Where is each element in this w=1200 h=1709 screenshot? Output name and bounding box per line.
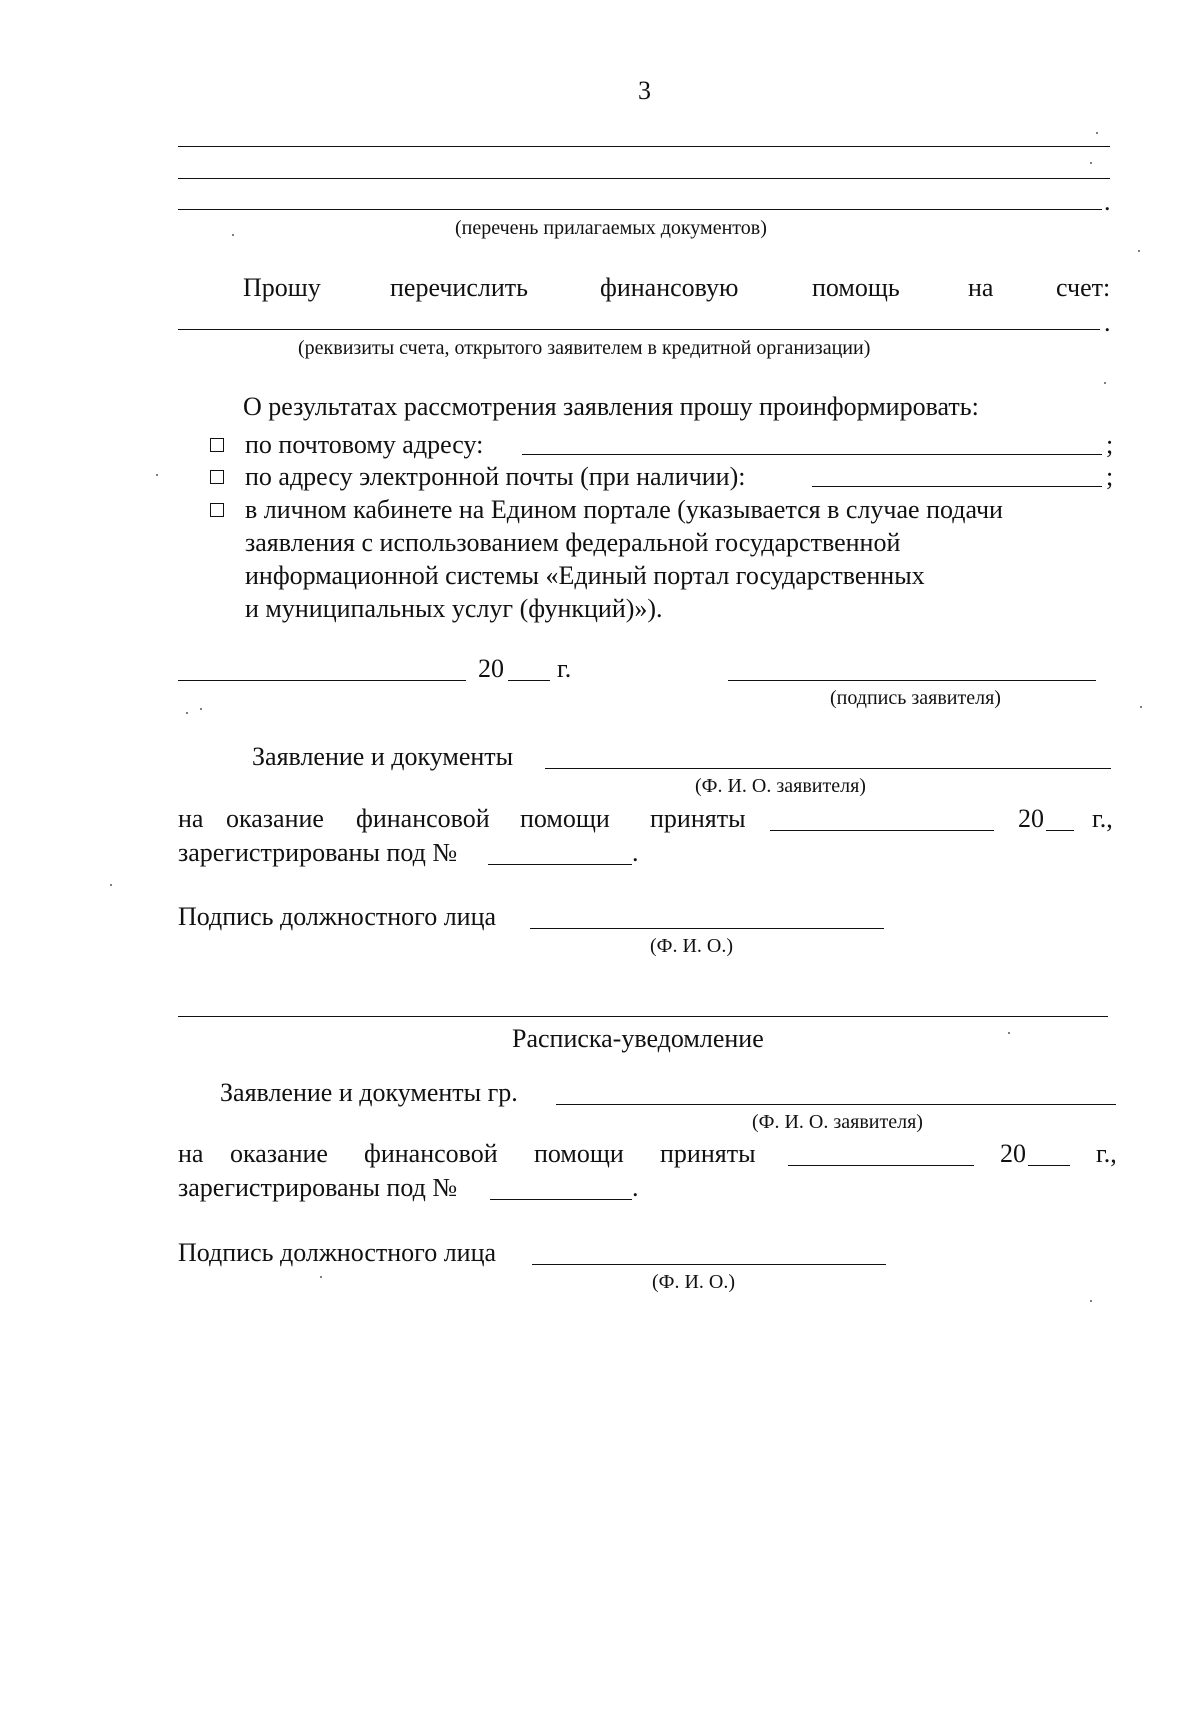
scan-speck <box>200 708 202 710</box>
receipt-official-caption: (Ф. И. О.) <box>652 1271 736 1293</box>
receipt-official-field[interactable] <box>532 1264 886 1265</box>
portal-option-line-1: в личном кабинете на Едином портале (указывается в случае подачи <box>245 495 1003 524</box>
date-year-prefix: 20 <box>478 654 504 683</box>
date-year-suffix: г. <box>557 654 572 683</box>
applicant-signature-field[interactable] <box>728 680 1096 681</box>
receipt-official-signature: Подпись должностного лица <box>178 1238 497 1267</box>
email-end-mark: ; <box>1106 462 1114 491</box>
email-option-label: по адресу электронной почты (при наличии): <box>245 462 746 491</box>
acceptance-word-5: приняты <box>650 804 746 833</box>
acceptance-word-3: финансовой <box>356 804 490 833</box>
acceptance-registration-number-field[interactable] <box>488 864 632 865</box>
receipt-registration-number-field[interactable] <box>490 1199 632 1200</box>
acceptance-word-2: оказание <box>226 804 324 833</box>
email-checkbox[interactable] <box>210 470 224 484</box>
request-word-1: Прошу <box>243 273 321 302</box>
scan-speck <box>110 884 112 886</box>
scan-speck <box>1104 382 1106 384</box>
receipt-word-2: оказание <box>230 1139 328 1168</box>
receipt-registered: зарегистрированы под № <box>178 1173 458 1202</box>
receipt-year-field[interactable] <box>1028 1165 1070 1166</box>
account-details-line <box>178 329 1100 330</box>
acceptance-applicant-caption: (Ф. И. О. заявителя) <box>695 775 866 797</box>
docs-list-end-mark: . <box>1104 187 1111 216</box>
page-number: 3 <box>638 76 651 105</box>
scan-speck <box>232 234 234 236</box>
receipt-date-field[interactable] <box>788 1165 974 1166</box>
request-word-3: финансовую <box>600 273 739 302</box>
receipt-word-1: на <box>178 1139 204 1168</box>
portal-option-line-3: информационной системы «Единый портал государственных <box>245 561 925 590</box>
scan-speck <box>186 712 188 714</box>
request-word-6: счет: <box>1056 273 1111 302</box>
signature-caption: (подпись заявителя) <box>830 687 1001 709</box>
postal-address-field[interactable] <box>522 454 1102 455</box>
acceptance-year-suffix: г., <box>1092 804 1113 833</box>
receipt-applicant-caption: (Ф. И. О. заявителя) <box>752 1111 923 1133</box>
account-end-mark: . <box>1104 308 1111 337</box>
scan-speck <box>156 474 158 476</box>
account-caption: (реквизиты счета, открытого заявителем в кредитной организации) <box>298 337 871 359</box>
date-year-field[interactable] <box>508 680 550 681</box>
acceptance-year-field[interactable] <box>1046 830 1074 831</box>
scan-speck <box>1008 1032 1010 1034</box>
acceptance-official-caption: (Ф. И. О.) <box>650 935 734 957</box>
email-field[interactable] <box>812 486 1102 487</box>
acceptance-registered: зарегистрированы под № <box>178 838 458 867</box>
acceptance-date-field[interactable] <box>770 830 994 831</box>
request-word-5: на <box>968 273 994 302</box>
receipt-registered-end: . <box>632 1173 639 1202</box>
portal-checkbox[interactable] <box>210 503 224 517</box>
receipt-word-5: приняты <box>660 1139 756 1168</box>
acceptance-applicant-field[interactable] <box>545 768 1111 769</box>
scan-speck <box>1096 132 1098 134</box>
receipt-year-prefix: 20 <box>1000 1139 1026 1168</box>
receipt-title: Расписка-уведомление <box>512 1024 764 1053</box>
scan-speck <box>320 1276 322 1278</box>
date-day-month-field[interactable] <box>178 680 466 681</box>
acceptance-registered-end: . <box>632 838 639 867</box>
receipt-applicant-field[interactable] <box>556 1104 1116 1105</box>
acceptance-year-prefix: 20 <box>1018 804 1044 833</box>
acceptance-official-field[interactable] <box>530 928 884 929</box>
postal-end-mark: ; <box>1106 430 1114 459</box>
acceptance-word-4: помощи <box>520 804 610 833</box>
receipt-label: Заявление и документы гр. <box>220 1078 518 1107</box>
scan-speck <box>1138 250 1140 252</box>
postal-checkbox[interactable] <box>210 438 224 452</box>
scan-speck <box>1090 162 1092 164</box>
postal-option-label: по почтовому адресу: <box>245 430 484 459</box>
receipt-word-3: финансовой <box>364 1139 498 1168</box>
docs-list-line-2 <box>178 178 1110 179</box>
receipt-word-4: помощи <box>534 1139 624 1168</box>
request-word-2: перечислить <box>390 273 528 302</box>
acceptance-label: Заявление и документы <box>252 742 514 771</box>
receipt-year-suffix: г., <box>1096 1139 1117 1168</box>
scan-speck <box>1140 706 1142 708</box>
scan-speck <box>1090 1300 1092 1302</box>
portal-option-line-2: заявления с использованием федеральной государственной <box>245 528 901 557</box>
acceptance-word-1: на <box>178 804 204 833</box>
acceptance-official-signature: Подпись должностного лица <box>178 902 497 931</box>
docs-list-line-3 <box>178 209 1102 210</box>
section-divider <box>178 1016 1108 1017</box>
portal-option-line-4: и муниципальных услуг (функций)»). <box>245 594 663 623</box>
docs-list-caption: (перечень прилагаемых документов) <box>455 217 767 239</box>
request-word-4: помощь <box>812 273 900 302</box>
docs-list-line-1 <box>178 146 1110 147</box>
inform-heading: О результатах рассмотрения заявления прошу проинформировать: <box>243 392 979 421</box>
